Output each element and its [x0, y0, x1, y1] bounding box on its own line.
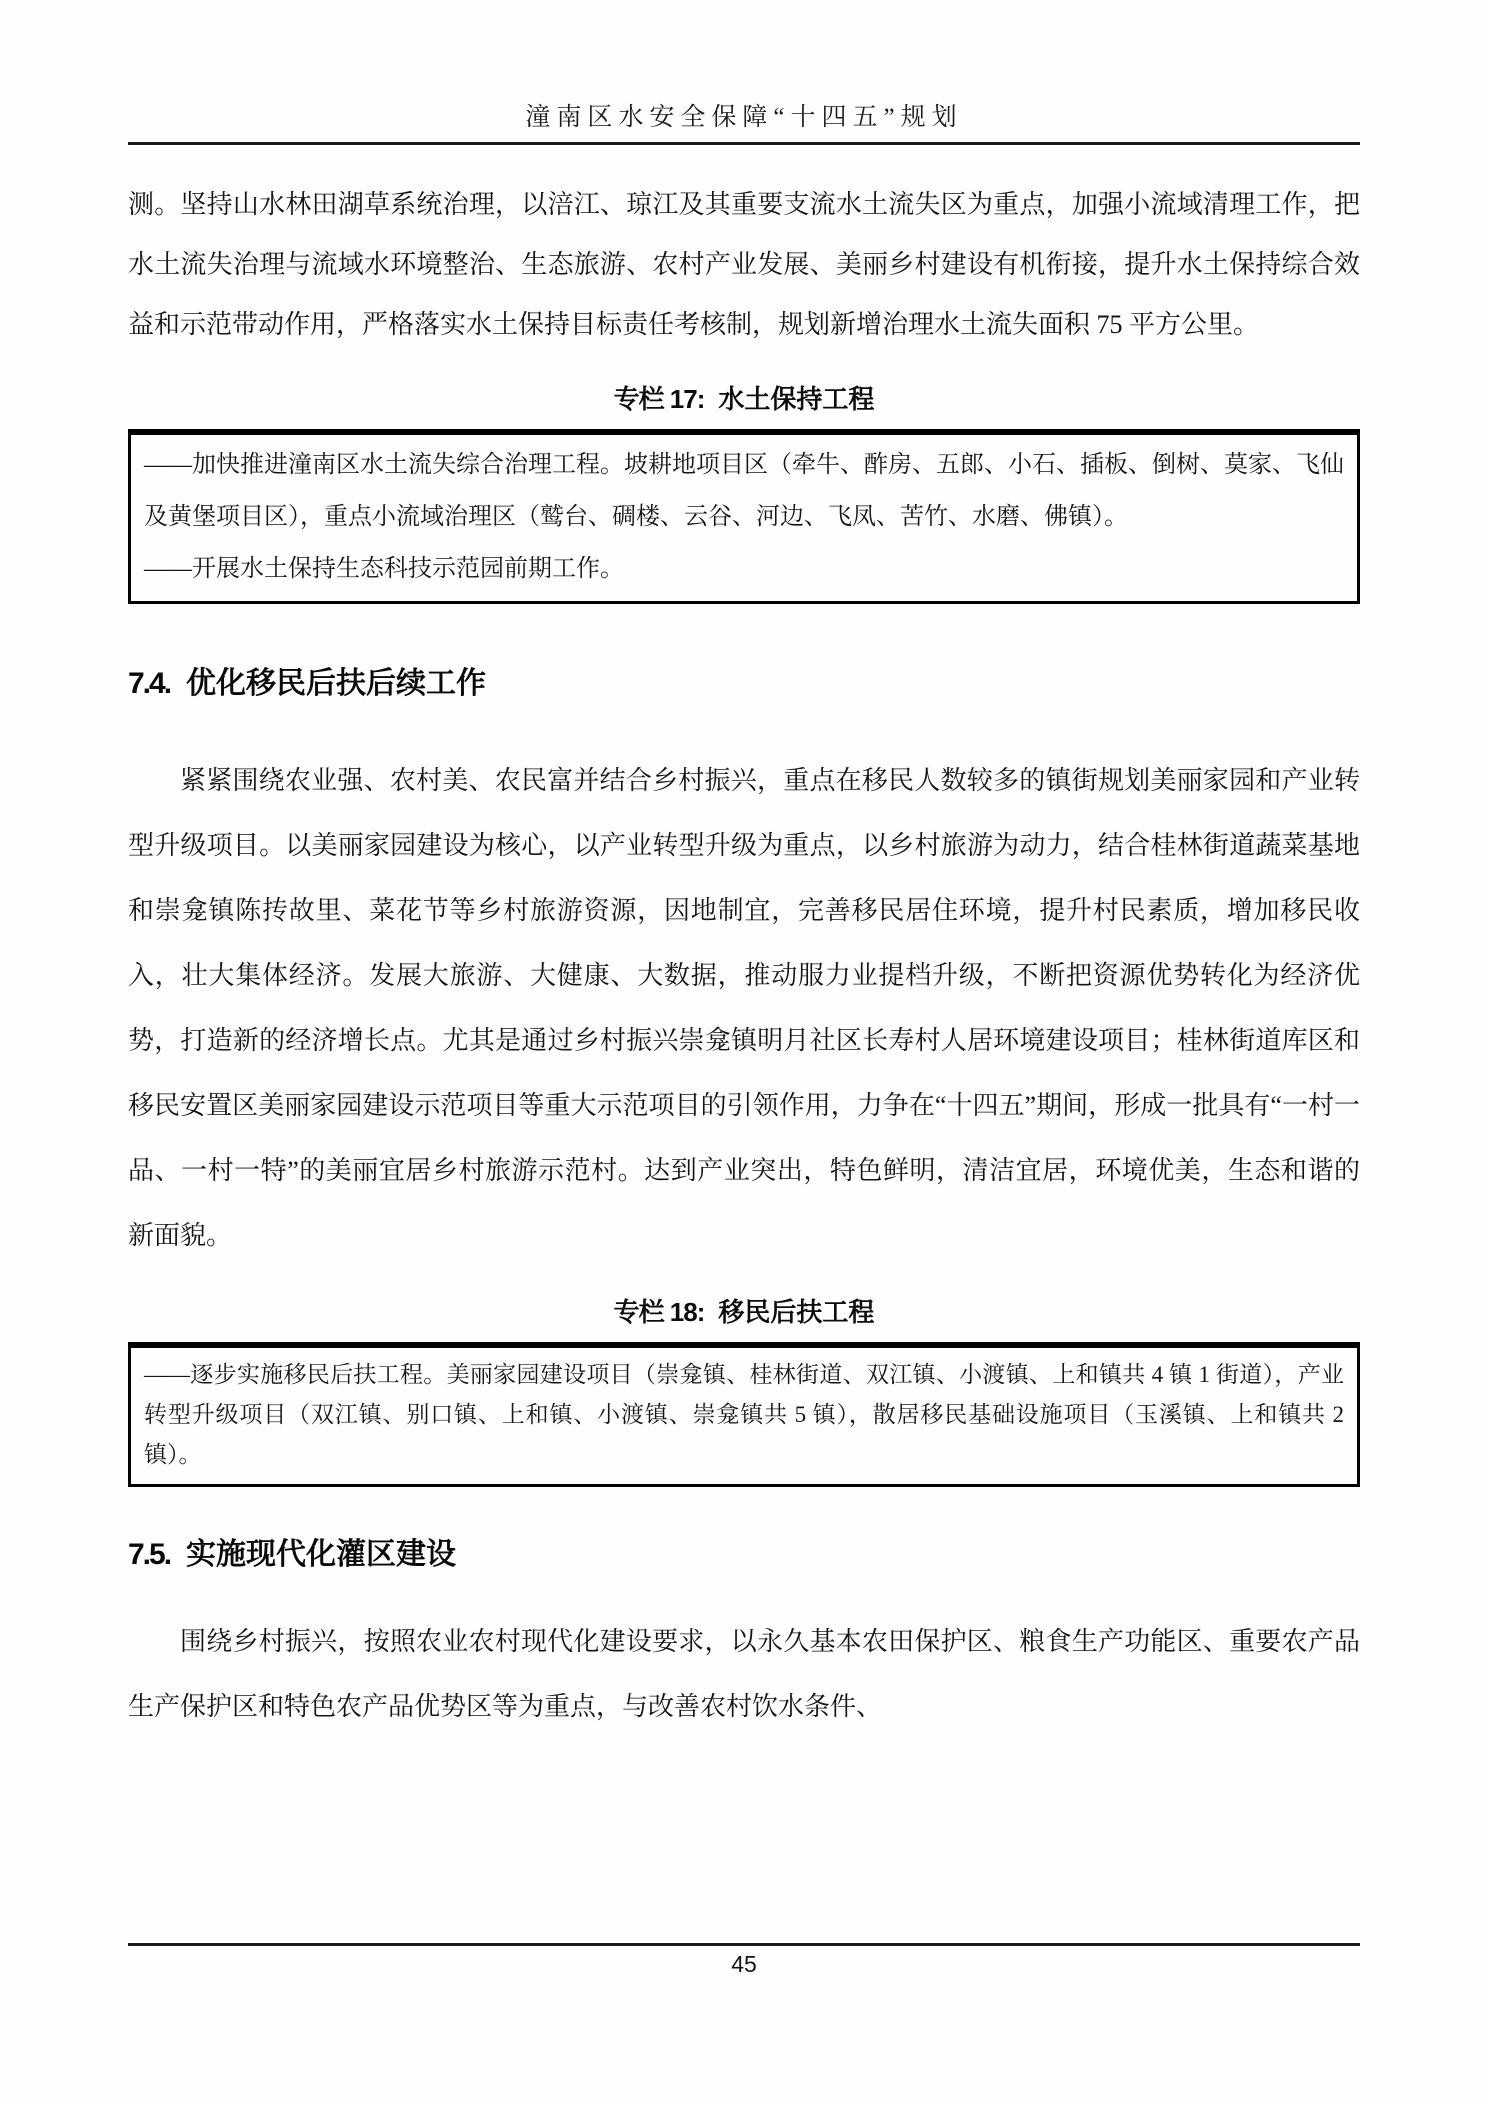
intro-paragraph: 测。坚持山水林田湖草系统治理，以涪江、琼江及其重要支流水土流失区为重点，加强小流域清理工作，把水土流失治理与流域水环境整治、生态旅游、农村产业发展、美丽乡村建设有机衔接，提升水土保持综合效益和示范带动作用，严格落实水土保持目标责任考核制，规划新增治理水土流失面积 75 平方公里。	[128, 190, 1360, 339]
header-divider	[128, 142, 1360, 145]
box18-item: ——逐步实施移民后扶工程。美丽家园建设项目（崇龛镇、桂林街道、双江镇、小渡镇、上和镇共 4 镇 1 街道），产业转型升级项目（双江镇、别口镇、上和镇、小渡镇、崇龛镇共 5 镇），散居移民基础设施项目（玉溪镇、上和镇共 2 镇）。	[144, 1362, 1344, 1467]
section-7-4-number: 7.4.	[128, 667, 171, 700]
box18-label: 专栏 18:	[613, 1297, 705, 1327]
box17-label: 专栏 17:	[613, 384, 705, 414]
section-7-5-heading	[128, 1529, 1360, 1573]
box17-callout	[128, 429, 1360, 604]
section-7-4-title: 优化移民后扶后续工作	[186, 667, 487, 700]
page-header	[128, 0, 1360, 145]
page-footer	[128, 1943, 1360, 1978]
box18-callout	[128, 1342, 1360, 1487]
box17-item: ——开展水土保持生态科技示范园前期工作。	[144, 556, 624, 582]
section-7-4-paragraph: 紧紧围绕农业强、农村美、农民富并结合乡村振兴，重点在移民人数较多的镇街规划美丽家园和产业转型升级项目。以美丽家园建设为核心，以产业转型升级为重点，以乡村旅游为动力，结合桂林街道蔬菜基地和崇龛镇陈抟故里、菜花节等乡村旅游资源，因地制宜，完善移民居住环境，提升村民素质，增加移民收入，壮大集体经济。发展大旅游、大健康、大数据，推动服力业提档升级，不断把资源优势转化为经济优势，打造新的经济增长点。尤其是通过乡村振兴崇龛镇明月社区长寿村人居环境建设项目；桂林街道库区和移民安置区美丽家园建设示范项目等重大示范项目的引领作用，力争在“十四五”期间，形成一批具有“一村一品、一村一特”的美丽宜居乡村旅游示范村。达到产业突出，特色鲜明，清洁宜居，环境优美，生态和谐的新面貌。	[128, 766, 1360, 1250]
section-7-5-number: 7.5.	[128, 1538, 171, 1571]
section-7-5-title: 实施现代化灌区建设	[186, 1538, 457, 1571]
document-title: 潼南区水安全保障“十四五”规划	[525, 104, 963, 131]
box17-title: 水土保持工程	[718, 384, 875, 414]
box18-heading	[128, 1292, 1360, 1329]
section-7-5-paragraph: 围绕乡村振兴，按照农业农村现代化建设要求，以永久基本农田保护区、粮食生产功能区、重要农产品生产保护区和特色农产品优势区等为重点，与改善农村饮水条件、	[128, 1627, 1360, 1721]
box17-heading	[128, 379, 1360, 416]
box17-item: ——加快推进潼南区水土流失综合治理工程。坡耕地项目区（牵牛、酢房、五郎、小石、插板、倒树、莫家、飞仙及黄堡项目区），重点小流域治理区（鹫台、碉楼、云谷、河边、飞凤、苦竹、水磨、佛镇）。	[144, 452, 1344, 530]
section-7-4-heading	[128, 658, 1360, 702]
page-number: 45	[731, 1951, 757, 1977]
box18-title: 移民后扶工程	[718, 1297, 875, 1327]
